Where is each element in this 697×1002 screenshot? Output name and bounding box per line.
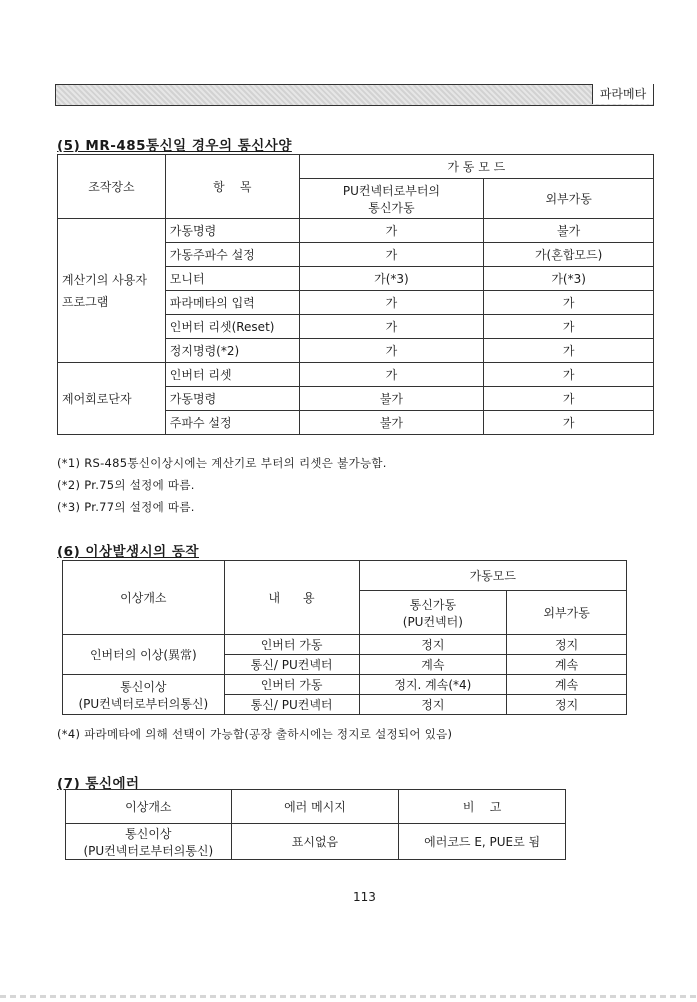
- row-item: 파라메타의 입력: [165, 291, 299, 315]
- note: (*2) Pr.75의 설정에 따름.: [57, 478, 195, 492]
- col-mode-group: 가동모드: [359, 561, 627, 591]
- row-item: 가동명령: [165, 219, 299, 243]
- page-number: 113: [353, 890, 376, 904]
- section7-table: [65, 789, 566, 860]
- col-device: 조작장소: [58, 155, 166, 219]
- row-content: 통신/ PU컨넥터: [224, 655, 359, 675]
- row-pu: 가: [299, 315, 484, 339]
- row-location-line2: (PU컨넥터로부터의통신): [83, 843, 214, 858]
- note: (*3) Pr.77의 설정에 따름.: [57, 500, 195, 514]
- row-content: 인버터 가동: [224, 635, 359, 655]
- row-comm: 정지: [359, 635, 507, 655]
- scan-edge: [0, 995, 697, 998]
- col-message: 에러 메시지: [231, 790, 399, 824]
- col-pu-mode-line1: PU컨넥터로부터의: [342, 183, 441, 198]
- group-label: [63, 675, 225, 715]
- row-ext: 정지: [507, 695, 627, 715]
- col-pu-mode: [299, 179, 484, 219]
- row-ext: 가: [484, 387, 654, 411]
- header-bar: [55, 84, 654, 106]
- header-tab: 파라메타: [592, 84, 653, 104]
- col-comm-mode-line1: 통신가동: [409, 597, 457, 612]
- note: (*1) RS-485통신이상시에는 계산기로 부터의 리셋은 불가능함.: [57, 456, 387, 470]
- section5-title: (5) MR-485통신일 경우의 통신사양: [57, 138, 292, 154]
- section5-table: [57, 154, 654, 435]
- col-content: 내 용: [224, 561, 359, 635]
- section6-title: (6) 이상발생시의 동작: [57, 544, 199, 560]
- group-label: 인버터의 이상(異常): [63, 635, 225, 675]
- row-pu: 가: [299, 219, 484, 243]
- row-content: 인버터 가동: [224, 675, 359, 695]
- row-item: 가동명령: [165, 387, 299, 411]
- row-item: 주파수 설정: [165, 411, 299, 435]
- row-location-line1: 통신이상: [125, 826, 172, 841]
- row-item: 가동주파수 설정: [165, 243, 299, 267]
- row-pu: 가: [299, 339, 484, 363]
- col-comm-mode: [359, 591, 507, 635]
- row-ext: 가: [484, 363, 654, 387]
- col-location: 이상개소: [66, 790, 232, 824]
- row-pu: 불가: [299, 411, 484, 435]
- section6-table: [62, 560, 627, 715]
- group-label: 계산기의 사용자 프로그램: [58, 219, 166, 363]
- row-item: 인버터 리셋(Reset): [165, 315, 299, 339]
- row-ext: 불가: [484, 219, 654, 243]
- row-pu: 불가: [299, 387, 484, 411]
- row-ext: 가(*3): [484, 267, 654, 291]
- row-ext: 가: [484, 411, 654, 435]
- row-pu: 가: [299, 291, 484, 315]
- col-remark: 비 고: [399, 790, 566, 824]
- row-item: 모니터: [165, 267, 299, 291]
- row-comm: 정지: [359, 695, 507, 715]
- row-ext: 가: [484, 291, 654, 315]
- col-ext-mode: 외부가동: [484, 179, 654, 219]
- row-pu: 가: [299, 243, 484, 267]
- row-ext: 정지: [507, 635, 627, 655]
- row-ext: 가(혼합모드): [484, 243, 654, 267]
- row-remark: 에러코드 E, PUE로 됨: [399, 824, 566, 860]
- group-label: 제어회로단자: [58, 363, 166, 435]
- group-label-line1: 통신이상: [120, 679, 167, 694]
- col-comm-mode-line2: (PU컨넥터): [402, 614, 463, 629]
- col-location: 이상개소: [63, 561, 225, 635]
- row-content: 통신/ PU컨넥터: [224, 695, 359, 715]
- row-ext: 가: [484, 339, 654, 363]
- row-pu: 가(*3): [299, 267, 484, 291]
- row-ext: 계속: [507, 655, 627, 675]
- row-message: 표시없음: [231, 824, 399, 860]
- row-ext: 계속: [507, 675, 627, 695]
- row-comm: 계속: [359, 655, 507, 675]
- row-comm: 정지. 계속(*4): [359, 675, 507, 695]
- row-item: 인버터 리셋: [165, 363, 299, 387]
- section7-title: (7) 통신에러: [57, 776, 140, 792]
- note: (*4) 파라메타에 의해 선택이 가능함(공장 출하시에는 정지로 설정되어 있음): [57, 727, 453, 741]
- row-ext: 가: [484, 315, 654, 339]
- group-label-line2: (PU컨넥터로부터의통신): [78, 696, 209, 711]
- row-pu: 가: [299, 363, 484, 387]
- col-ext-mode: 외부가동: [507, 591, 627, 635]
- col-item: 항 목: [165, 155, 299, 219]
- row-item: 정지명령(*2): [165, 339, 299, 363]
- col-pu-mode-line2: 통신가동: [368, 200, 415, 215]
- row-location: [66, 824, 232, 860]
- col-mode-group: 가 동 모 드: [299, 155, 653, 179]
